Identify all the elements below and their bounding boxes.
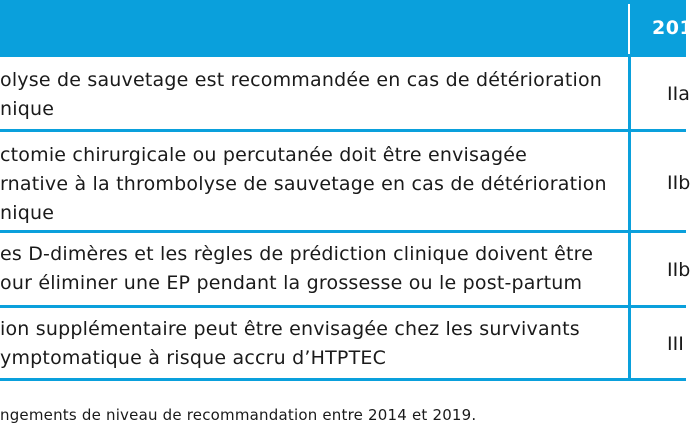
recommendation-text-line: es D-dimères et les règles de prédiction clinique doivent être — [0, 243, 594, 265]
recommendation-text-line: olyse de sauvetage est recommandée en cas de détérioration — [0, 69, 603, 91]
row-separator — [0, 378, 686, 381]
row-separator — [0, 129, 686, 132]
header-divider — [628, 4, 630, 54]
recommendation-text-line: nique — [0, 202, 55, 224]
year-column-header: 201 — [652, 17, 693, 39]
column-divider — [628, 57, 631, 380]
table-row — [0, 315, 622, 373]
recommendation-class: IIb — [667, 259, 691, 281]
recommendation-class: III — [667, 333, 684, 355]
table-row — [0, 240, 622, 298]
recommendation-class: IIa — [667, 83, 690, 105]
recommendation-text-line: ion supplémentaire peut être envisagée chez les survivants — [0, 318, 580, 340]
table-row — [0, 141, 622, 228]
row-separator — [0, 305, 686, 308]
recommendation-text-line: nique — [0, 98, 55, 120]
table-row — [0, 66, 622, 124]
recommendation-text-line: our éliminer une EP pendant la grossesse ou le post-partum — [0, 272, 583, 294]
recommendation-class: IIb — [667, 172, 691, 194]
recommendation-text-line: ctomie chirurgicale ou percutanée doit être envisagée — [0, 144, 528, 166]
table-footnote: ngements de niveau de recommandation entre 2014 et 2019. — [0, 406, 477, 424]
table-header — [0, 0, 686, 57]
row-separator — [0, 230, 686, 233]
recommendation-text-line: ymptomatique à risque accru d’HTPTEC — [0, 347, 387, 369]
recommendation-text-line: rnative à la thrombolyse de sauvetage en cas de détérioration — [0, 173, 607, 195]
